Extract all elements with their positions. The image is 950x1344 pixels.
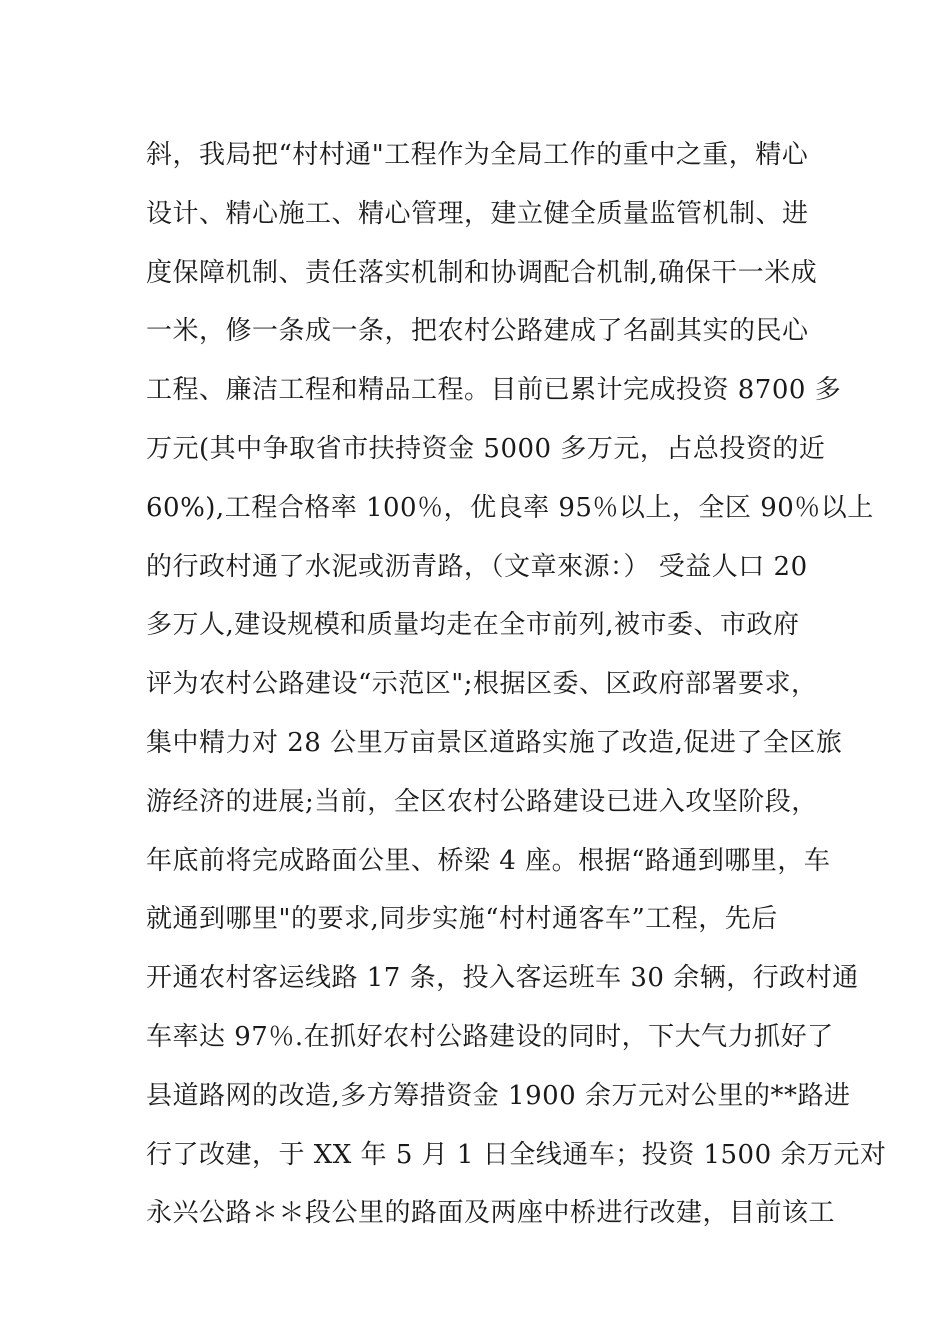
text-line: 永兴公路＊＊段公里的路面及两座中桥进行改建，目前该工	[146, 1198, 836, 1229]
text-line: 就通到哪里"的要求,同步实施“村村通客车”工程，先后	[146, 904, 778, 935]
text-line: 万元(其中争取省市扶持资金 5000 多万元，占总投资的近	[146, 433, 826, 464]
text-line: 设计、精心施工、精心管理，建立健全质量监管机制、进	[146, 198, 809, 229]
text-line: 60%),工程合格率 100％，优良率 95％以上，全区 90％以上	[146, 492, 874, 523]
text-line: 多万人,建设规模和质量均走在全市前列,被市委、市政府	[146, 610, 800, 641]
text-line: 车率达 97％.在抓好农村公路建设的同时，下大气力抓好了	[146, 1021, 834, 1052]
text-line: 开通农村客运线路 17 条，投入客运班车 30 余辆，行政村通	[146, 963, 859, 994]
text-line: 斜，我局把“村村通"工程作为全局工作的重中之重，精心	[146, 140, 809, 170]
text-line: 年底前将完成路面公里、桥梁 4 座。根据“路通到哪里，车	[146, 845, 831, 876]
text-line: 度保障机制、责任落实机制和协调配合机制,确保干一米成	[146, 257, 818, 288]
text-line: 县道路网的改造,多方筹措资金 1900 余万元对公里的**路进	[146, 1080, 851, 1111]
text-line: 游经济的进展;当前，全区农村公路建设已进入攻坚阶段，	[146, 786, 818, 817]
text-line: 的行政村通了水泥或沥青路，（文章來源：） 受益人口 20	[146, 551, 808, 582]
text-line: 评为农村公路建设“示范区";根据区委、区政府部署要求，	[146, 669, 818, 700]
text-line: 集中精力对 28 公里万亩景区道路实施了改造,促进了全区旅	[146, 727, 843, 758]
text-line: 工程、廉洁工程和精品工程。目前已累计完成投资 8700 多	[146, 375, 842, 406]
body-paragraph	[146, 126, 887, 1243]
text-line: 行了改建，于 XX 年 5 月 1 日全线通车；投资 1500 余万元对	[146, 1139, 887, 1170]
text-line: 一米，修一条成一条，把农村公路建成了名副其实的民心	[146, 316, 809, 347]
